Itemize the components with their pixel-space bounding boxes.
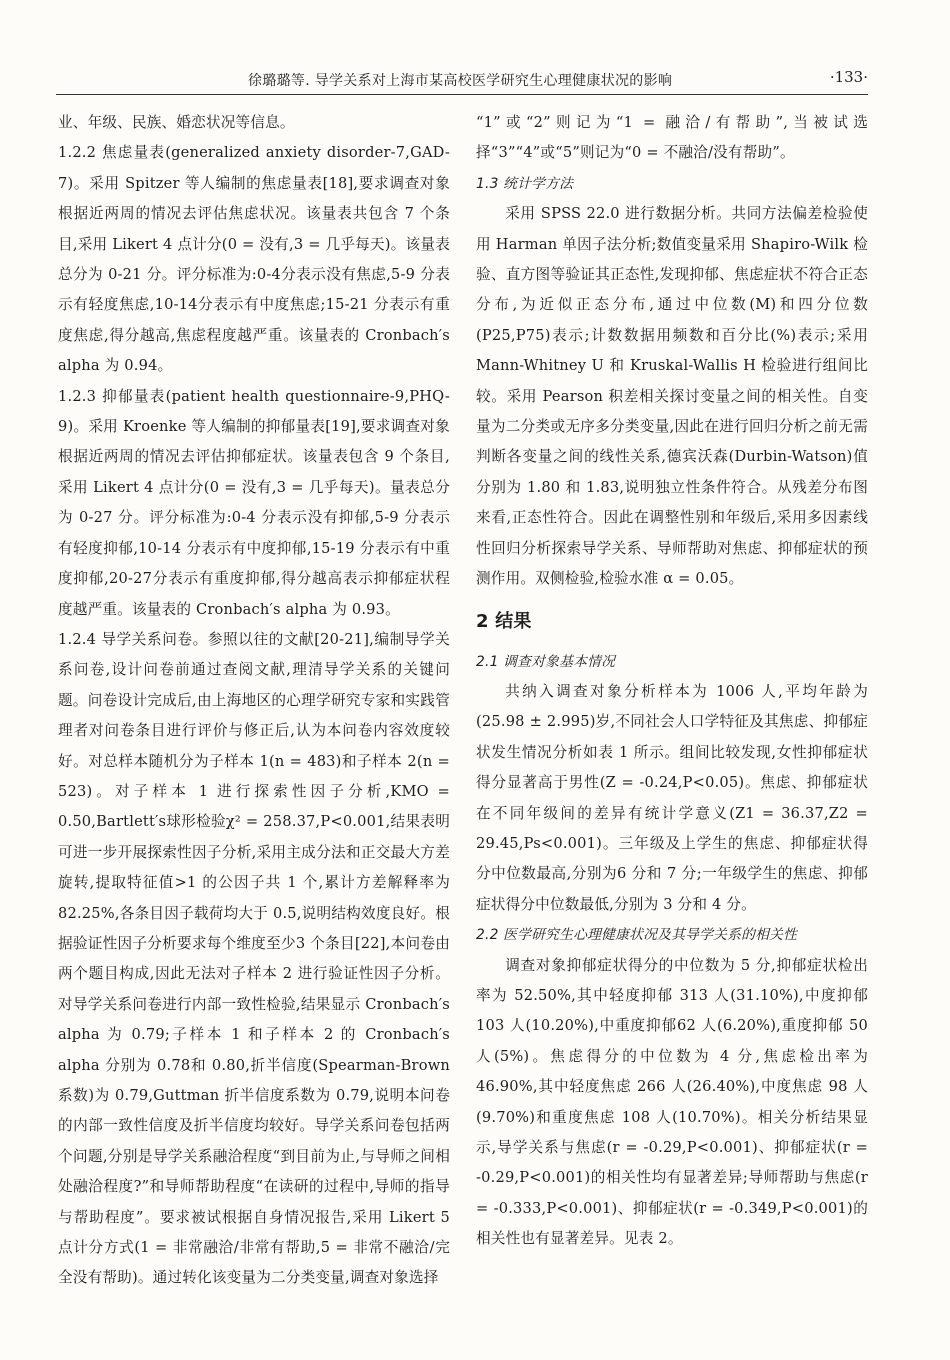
left-column (58, 108, 450, 1294)
section-1-2-3 (58, 382, 450, 625)
section-1-2-4-body: 参照以往的文献[20-21],编制导学关系问卷,设计问卷前通过查阅文献,理清导学关系的关键问题。问卷设计完成后,由上海地区的心理学研究专家和实践管理者对问卷条目进行评价与修正后,认为本问卷内容效度较好。对总样本随机分为子样本 1(n = 483)和子样本 2(n = 523)。对子样本 1 进行探索性因子分析,KMO = 0.50,Bartlett′s球形检验χ² = 258.37,P<0.001,结果表明可进一步开展探索性因子分析,采用主成分法和正交最大方差旋转,提取特征值>1 的公因子共 1 个,累计方差解释率为 82.25%,各条目因子载荷均大于 0.5,说明结构效度良好。根据验证性因子分析要求每个维度至少3 个条目[22],本问卷由两个题目构成,因此无法对子样本 2 进行验证性因子分析。对导学关系问卷进行内部一致性检验,结果显示 Cronbach′s alpha 为 0.79;子样本 1 和子样本 2 的 Cronbach′s alpha 分别为 0.78和 0.80,折半信度(Spearman-Brown 系数)为 0.79,Guttman 折半信度系数为 0.79,说明本问卷的内部一致性信度及折半信度均较好。导学关系问卷包括两个问题,分别是导学关系融洽程度“到目前为止,与导师之间相处融洽程度?”和导师帮助程度“在读研的过程中,导师的指导与帮助程度”。要求被试根据自身情况报告,采用 Likert 5 点计分方式(1 = 非常融洽/非常有帮助,5 = 非常不融洽/完全没有帮助)。通过转化该变量为二分类变量,调查对象选择 (58, 630, 450, 1287)
section-2-1-body: 共纳入调查对象分析样本为 1006 人,平均年龄为(25.98 ± 2.995)岁,不同社会人口学特征及其焦虑、抑郁症状发生情况分析如表 1 所示。组间比较发现,女性抑郁症状得分显著高于男性(Z = -0.24,P<0.05)。焦虑、抑郁症状在不同年级间的差异有统计学意义(Z1 = 36.37,Z2 = 29.45,Ps<0.001)。三年级及上学生的焦虑、抑郁症状得分中位数最高,分别为6 分和 7 分;一年级学生的焦虑、抑郁症状得分中位数最低,分别为 3 分和 4 分。 (476, 682, 868, 913)
section-2-1-title: 2.1 调查对象基本情况 (476, 653, 616, 670)
section-1-2-3-title: 1.2.3 抑郁量表(patient health questionnaire-9,PHQ-9)。 (58, 387, 450, 436)
section-2-2-title: 2.2 医学研究生心理健康状况及其导学关系的相关性 (476, 927, 798, 944)
paragraph-continued: 业、年级、民族、婚恋状况等信息。 (58, 114, 295, 131)
section-1-2-3-body: 采用 Kroenke 等人编制的抑郁量表[19],要求调查对象根据近两周的情况去评估抑郁症状。该量表包含 9 个条目,采用 Likert 4 点计分(0 = 没有,3 = 几乎每天)。量表总分为 0-27 分。评分标准为:0-4 分表示没有抑郁,5-9 分表示有轻度抑郁,10-14 分表示有中度抑郁,15-19 分表示有中重度抑郁,20-27分表示有重度抑郁,得分越高表示抑郁症状程度越严重。该量表的 Cronbach′s alpha 为 0.93。 (58, 418, 450, 618)
section-1-3-title: 1.3 统计学方法 (476, 175, 574, 192)
right-column (476, 108, 868, 1255)
section-1-2-2 (58, 138, 450, 381)
page-number: ·133· (829, 68, 868, 86)
section-2-2-body: 调查对象抑郁症状得分的中位数为 5 分,抑郁症状检出率为 52.50%,其中轻度抑郁 313 人(31.10%),中度抑郁 103 人(10.20%),中重度抑郁62 人(6.20%),重度抑郁 50 人(5%)。焦虑得分的中位数为 4 分,焦虑检出率为 46.90%,其中轻度焦虑 266 人(26.40%),中度焦虑 98 人(9.70%)和重度焦虑 108 人(10.70%)。相关分析结果显示,导学关系与焦虑(r = -0.29,P<0.001)、抑郁症状(r = -0.29,P<0.001)的相关性均有显著差异;导师帮助与焦虑(r = -0.333,P<0.001)、抑郁症状(r = -0.349,P<0.001)的相关性也有显著差异。见表 2。 (476, 956, 868, 1248)
section-1-2-4-title: 1.2.4 导学关系问卷。 (58, 630, 208, 648)
running-title: 徐璐璐等. 导学关系对上海市某高校医学研究生心理健康状况的影响 (248, 73, 673, 89)
running-header (56, 66, 868, 95)
section-1-2-4 (58, 625, 450, 1294)
section-1-2-2-body: 采用 Spitzer 等人编制的焦虑量表[18],要求调查对象根据近两周的情况去评估焦虑状况。该量表共包含 7 个条目,采用 Likert 4 点计分(0 = 没有,3 = 几乎每天)。该量表总分为 0-21 分。评分标准为:0-4分表示没有焦虑,5-9 分表示有轻度焦虑,10-14分表示有中度焦虑;15-21 分表示有重度焦虑,得分越高,焦虑程度越严重。该量表的 Cronbach′s alpha 为 0.94。 (58, 174, 450, 375)
section-2-title: 2 结果 (476, 610, 532, 632)
section-1-3-body: 采用 SPSS 22.0 进行数据分析。共同方法偏差检验使用 Harman 单因子法分析;数值变量采用 Shapiro-Wilk 检验、直方图等验证其正态性,发现抑郁、焦虑症状不符合正态分布,为近似正态分布,通过中位数(M)和四分位数(P25,P75)表示;计数数据用频数和百分比(%)表示;采用 Mann-Whitney U 和 Kruskal-Wallis H 检验进行组间比较。采用 Pearson 积差相关探讨变量之间的相关性。自变量为二分类或无序多分类变量,因此在进行回归分析之前无需判断各变量之间的线性关系,德宾沃森(Durbin-Watson)值分别为 1.80 和 1.83,说明独立性条件符合。从残差分布图来看,正态性符合。因此在调整性别和年级后,采用多因素线性回归分析探索导学关系、导师帮助对焦虑、抑郁症状的预测作用。双侧检验,检验水准 α = 0.05。 (476, 205, 868, 588)
paragraph-continued-right: “1”或“2”则记为“1 = 融洽/有帮助”,当被试选择“3”“4”或“5”则记为“0 = 不融洽/没有帮助”。 (476, 114, 868, 162)
section-1-2-2-title: 1.2.2 焦虑量表(generalized anxiety disorder-7,GAD-7)。 (58, 144, 450, 192)
